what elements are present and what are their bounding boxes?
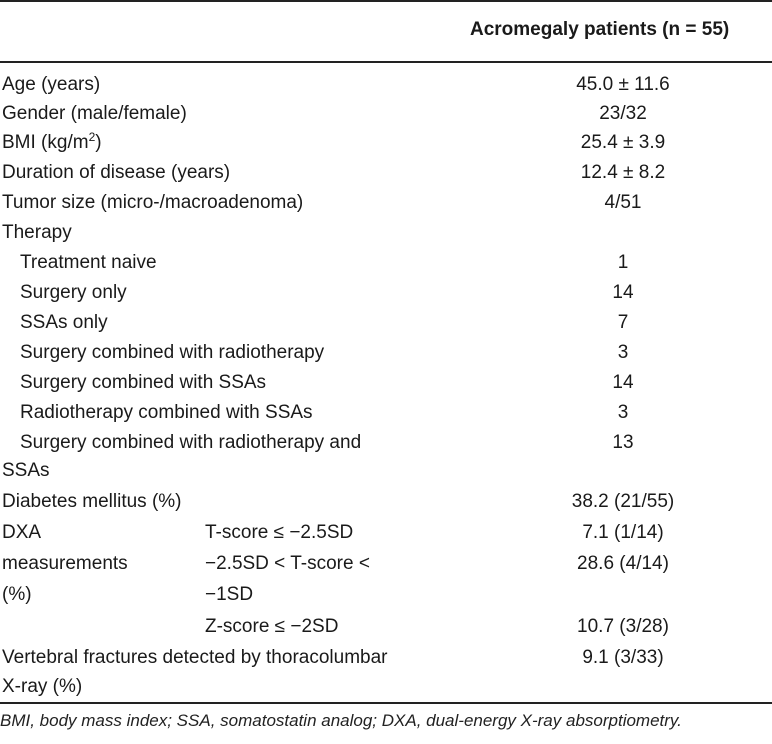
row-value-duration: 12.4 ± 8.2: [580, 162, 666, 183]
header-rule: [0, 61, 772, 63]
row-label-vertebral-cont: X-ray (%): [2, 676, 83, 697]
row-value-surg-ssa: 14: [612, 372, 634, 393]
row-label-surg-radio: Surgery combined with radiotherapy: [20, 342, 325, 363]
row-value-gender: 23/32: [599, 103, 647, 124]
row-label-dxa-line1: DXA: [2, 522, 42, 543]
row-label-vertebral: Vertebral fractures detected by thoracolumbar: [2, 647, 388, 668]
row-label-surg-radio-ssa-cont: SSAs: [2, 460, 50, 481]
row-value-diabetes: 38.2 (21/55): [571, 491, 675, 512]
row-label-diabetes: Diabetes mellitus (%): [2, 491, 182, 512]
bottom-rule: [0, 702, 772, 704]
row-label-z: Z-score ≤ −2SD: [205, 616, 339, 637]
row-label-t-mid: −2.5SD < T-score <: [205, 553, 370, 574]
row-label-gender: Gender (male/female): [2, 103, 187, 124]
row-value-surg-radio-ssa: 13: [612, 432, 634, 453]
row-label-dxa-line2: measurements: [2, 553, 128, 574]
row-label-surgery-only: Surgery only: [20, 282, 127, 303]
row-label-ssa-only: SSAs only: [20, 312, 108, 333]
row-value-t-mid: 28.6 (4/14): [577, 553, 669, 574]
row-label-therapy: Therapy: [2, 222, 72, 243]
row-label-surg-radio-ssa: Surgery combined with radiotherapy and: [20, 432, 362, 453]
row-label-t-mid-cont: −1SD: [205, 584, 254, 605]
row-label-bmi: BMI $(kg/m^2)$: [2, 130, 102, 153]
row-label-surg-ssa: Surgery combined with SSAs: [20, 372, 267, 393]
row-value-vertebral: 9.1 (3/33): [582, 647, 664, 668]
row-label-age: Age (years): [2, 74, 101, 95]
row-value-z: 10.7 (3/28): [577, 616, 669, 637]
row-value-surgery-only: 14: [612, 282, 634, 303]
row-label-naive: Treatment naive: [20, 252, 157, 273]
row-label-dxa-line3: (%): [2, 584, 32, 605]
row-value-surg-radio: 3: [617, 342, 629, 363]
row-value-age: 45.0 ± 11.6: [576, 74, 670, 95]
row-value-ssa-only: 7: [617, 312, 629, 333]
row-value-t-low: 7.1 (1/14): [582, 522, 664, 543]
row-value-tumor: 4/51: [604, 192, 642, 213]
column-header: Acromegaly patients (n = 55): [470, 19, 730, 40]
row-label-tumor: Tumor size (micro-/macroadenoma): [2, 192, 304, 213]
row-value-bmi: 25.4 ± 3.9: [580, 132, 666, 153]
row-label-duration: Duration of disease (years): [2, 162, 231, 183]
table-footnote: BMI, body mass index; SSA, somatostatin analog; DXA, dual-energy X-ray absorptiometry.: [0, 711, 682, 730]
top-rule: [0, 0, 772, 2]
row-value-naive: 1: [617, 252, 629, 273]
row-label-t-low: T-score ≤ −2.5SD: [205, 522, 354, 543]
row-label-radio-ssa: Radiotherapy combined with SSAs: [20, 402, 313, 423]
row-value-radio-ssa: 3: [617, 402, 629, 423]
